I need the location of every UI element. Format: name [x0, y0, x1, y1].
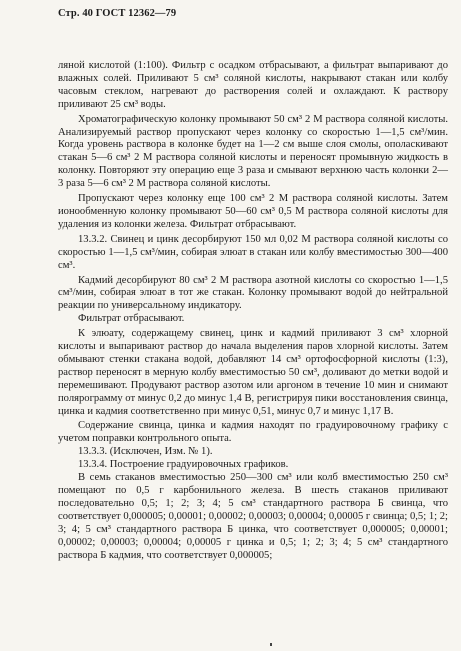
paragraph-content: Содержание свинца, цинка и кадмия находят по градуировочному графику с учетом поправки контрольного опыта.	[58, 420, 448, 445]
paragraph-iron-removal: Пропускают через колонку еще 100 см³ 2 М раствора соляной кислоты. Затем ионообменную колонку промывают 50—60 см³ 0,5 М раствора соляной кислоты для удаления из колонки железа. Фильтрат отбрасывают.	[58, 193, 448, 230]
scan-mark	[270, 643, 272, 646]
body-text	[58, 60, 448, 562]
paragraph-column-wash: Хроматографическую колонку промывают 50 см³ 2 М раствора соляной кислоты. Анализируемый раствор пропускают через колонку со скоростью 1—1,5 см³/мин. Когда уровень раствора в колонке будет на 1—2 см выше слоя смолы, ополаскивают стакан 5—6 см³ 2 М раствора соляной кислоты и переносят промывную жидкость в колонку. Повторяют эту операцию еще 3 раза и смывают верхнюю часть колонки 2—3 раза 5—6 см³ 2 М раствора соляной кислоты.	[58, 113, 448, 190]
paragraph-13-3-3: 13.3.3. (Исключен, Изм. № 1).	[78, 446, 213, 458]
paragraph-13-3-4: 13.3.4. Построение градуировочных графиков.	[78, 459, 289, 471]
page-header: Стр. 40 ГОСТ 12362—79	[58, 8, 177, 19]
paragraph-polarogram: К элюату, содержащему свинец, цинк и кадмий приливают 3 см³ хлорной кислоты и выпаривают раствор до начала выделения паров хлорной кислоты. Затем обмывают стенки стакана водой, добавляют 14 см³ ортофосфорной кислоты (1:3), раствор переносят в мерную колбу вместимостью 50 см³, доливают до метки водой и перемешивают. Продувают раствор азотом или аргоном в течение 10 мин и снимают полярограмму от минус 0,2 до минус 1,4 В, регистрируя пики восстановления свинца, цинка и кадмия соответственно при минус 0,51, минус 0,7 и минус 1,17 В.	[58, 328, 448, 417]
paragraph-continuation: ляной кислотой (1:100). Фильтр с осадком отбрасывают, а фильтрат выпаривают до влажных солей. Приливают 5 см³ соляной кислоты, накрывают стакан или колбу часовым стеклом, нагревают до растворения солей и охлаждают. К раствору приливают 25 см³ воды.	[58, 60, 448, 110]
paragraph-cadmium-desorb: Кадмий десорбируют 80 см³ 2 М раствора азотной кислоты со скоростью 1—1,5 см³/мин, собирая элюат в тот же стакан. Колонку промывают водой до нейтральной реакции по универсальному индикатору.	[58, 274, 448, 312]
paragraph-13-3-2: 13.3.2. Свинец и цинк десорбируют 150 мл 0,02 М раствора соляной кислоты со скоростью 1—1,5 см³/мин, собирая элюат в стакан или колбу вместимостью 300—400 см³.	[58, 233, 448, 271]
paragraph-filtrate: Фильтрат отбрасывают.	[78, 313, 185, 325]
paragraph-calibration: В семь стаканов вместимостью 250—300 см³ или колб вместимостью 250 см³ помещают по 0,5 г карбонильного железа. В шесть стаканов приливают последовательно 0,5; 1; 2; 3; 4; 5 см³ стандартного раствора Б свинца, что соответствует 0,000005; 0,00001; 0,00002; 0,00003; 0,00004; 0,00005 г свинца; 0,5; 1; 2; 3; 4; 5 см³ стандартного раствора Б цинка, что соответствует 0,000005; 0,00001; 0,00002; 0,00003; 0,00004; 0,00005 г цинка и 0,5; 1; 2; 3; 4; 5 см³ стандартного раствора Б кадмия, что соответствует 0,000005;	[58, 472, 448, 561]
